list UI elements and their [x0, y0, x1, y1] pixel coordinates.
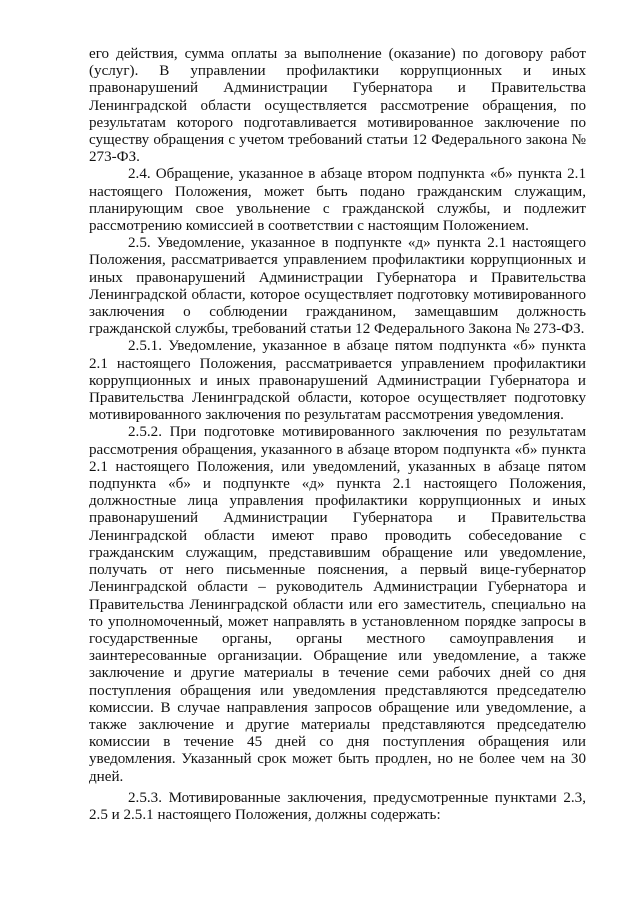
paragraph-2-5: 2.5. Уведомление, указанное в подпункте «д» пункта 2.1 настоящего Положения, рассматривается управлением профилактики коррупционных и иных правонарушений Администрации Губернатора и Правительства Ленинградской области, которое осуществляет подготовку мотивированного заключения о соблюдении гражданином, замещавшим должность гражданской службы, требований статьи 12 Федерального Закона № 273-ФЗ. [89, 235, 586, 338]
paragraph-2-5-2: 2.5.2. При подготовке мотивированного заключения по результатам рассмотрения обращения, указанного в абзаце втором подпункта «б» пункта 2.1 настоящего Положения, или уведомлений, указанных в абзаце пятом подпункта «б» и подпункте «д» пункта 2.1 настоящего Положения, должностные лица управления профилактики коррупционных и иных правонарушений Администрации Губернатора и Правительства Ленинградской области имеют право проводить собеседование с гражданским служащим, представившим обращение или уведомление, получать от него письменные пояснения, а первый вице-губернатор Ленинградской области – руководитель Администрации Губернатора и Правительства Ленинградской области или его заместитель, специально на то уполномоченный, может направлять в установленном порядке запросы в государственные органы, органы местного самоуправления и заинтересованные организации. Обращение или уведомление, а также заключение и другие материалы в течение семи рабочих дней со дня поступления обращения или уведомления представляются председателю комиссии. В случае направления запросов обращение или уведомление, а также заключение и другие материалы представляются председателю комиссии в течение 45 дней со дня поступления обращения или уведомления. Указанный срок может быть продлен, но не более чем на 30 дней. [89, 424, 586, 785]
paragraph-2-5-1: 2.5.1. Уведомление, указанное в абзаце пятом подпункта «б» пункта 2.1 настоящего Положения, рассматривается управлением профилактики коррупционных и иных правонарушений Администрации Губернатора и Правительства Ленинградской области, которое осуществляет подготовку мотивированного заключения по результатам рассмотрения уведомления. [89, 338, 586, 424]
paragraph-2-4: 2.4. Обращение, указанное в абзаце втором подпункта «б» пункта 2.1 настоящего Положения, может быть подано гражданским служащим, планирующим свое увольнение с гражданской службы, и подлежит рассмотрению комиссией в соответствии с настоящим Положением. [89, 166, 586, 235]
document-page [89, 46, 586, 824]
paragraph-2-5-3: 2.5.3. Мотивированные заключения, предусмотренные пунктами 2.3, 2.5 и 2.5.1 настоящего Положения, должны содержать: [89, 789, 586, 823]
paragraph-continuation: его действия, сумма оплаты за выполнение (оказание) по договору работ (услуг). В управлении профилактики коррупционных и иных правонарушений Администрации Губернатора и Правительства Ленинградской области осуществляется рассмотрение обращения, по результатам которого подготавливается мотивированное заключение по существу обращения с учетом требований статьи 12 Федерального закона № 273-ФЗ. [89, 46, 586, 166]
